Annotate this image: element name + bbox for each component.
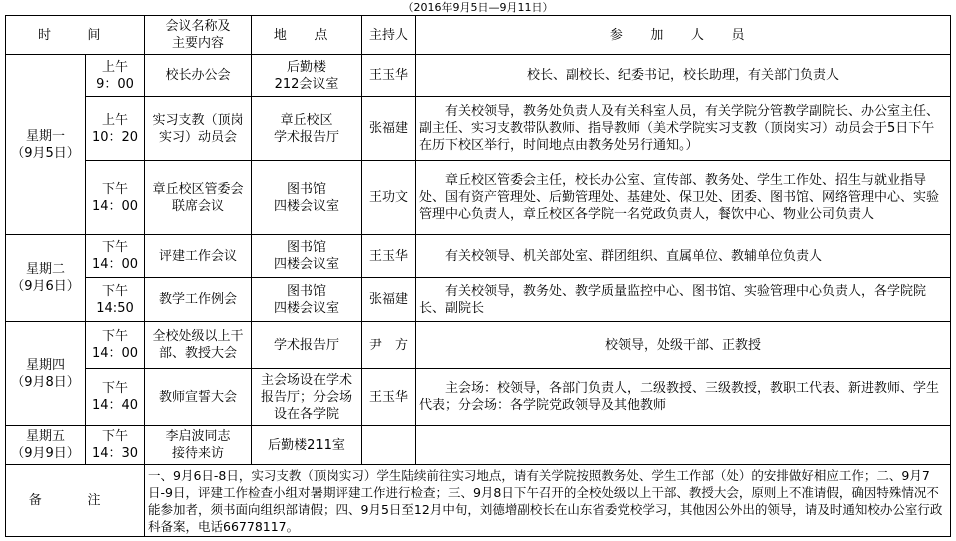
time-cell: 下午 14：00	[86, 161, 145, 235]
table-row	[6, 278, 951, 322]
remarks-text: 一、9月6日-8日，实习支教（顶岗实习）学生陆续前往实习地点，请有关学院按照教务处、学生工作部（处）的安排做好相应工作；二、9月7日-9日，评建工作检查小组对暑期评建工作进行检查；三、9月8日下午召开的全校处级以上干部、教授大会，原则上不准请假，确因特殊情况不能参加者，须书面向组织部请假；四、9月5日至12月中旬，刘德增副校长在山东省委党校学习，其他因公外出的领导，请及时通知校办公室行政科备案，电话66778117。	[145, 465, 951, 537]
meeting-cell: 实习支教（顶岗 实习）动员会	[145, 97, 252, 161]
date-range: （2016年9月5日—9月11日）	[402, 1, 554, 14]
host-cell: 王玉华	[362, 55, 416, 97]
day-cell-thu: 星期四 （9月8日）	[6, 322, 86, 426]
location-cell: 主会场设在学术 报告厅；分会场 设在各学院	[252, 369, 362, 426]
attendees-cell: 有关校领导，教务处负责人及有关科室人员，有关学院分管教学副院长、办公室主任、副主任、实习支教带队教师、指导教师（美术学院实习支教（顶岗实习）动员会于5日下午在历下校区举行，时间地点由教务处另行通知。）	[416, 97, 951, 161]
time-cell: 下午 14:50	[86, 278, 145, 322]
host-cell: 王功文	[362, 161, 416, 235]
day-cell-tue: 星期二 （9月6日）	[6, 235, 86, 322]
header-attendees: 参 加 人 员	[416, 16, 951, 55]
location-cell: 学术报告厅	[252, 322, 362, 369]
attendees-cell: 章丘校区管委会主任，校长办公室、宣传部、教务处、学生工作处、招生与就业指导处、国有资产管理处、后勤管理处、基建处、保卫处、团委、图书馆、网络管理中心、实验管理中心负责人，章丘校区各学院一名党政负责人，餐饮中心、物业公司负责人	[416, 161, 951, 235]
table-row	[6, 55, 951, 97]
table-row	[6, 235, 951, 278]
table-row	[6, 369, 951, 426]
table-row	[6, 97, 951, 161]
location-cell: 图书馆 四楼会议室	[252, 278, 362, 322]
location-cell: 后勤楼 212会议室	[252, 55, 362, 97]
time-cell: 下午 14：30	[86, 426, 145, 465]
time-cell: 下午 14：00	[86, 322, 145, 369]
host-cell: 张福建	[362, 97, 416, 161]
attendees-cell: 校领导，处级干部、正教授	[416, 322, 951, 369]
table-row	[6, 161, 951, 235]
day-cell-mon: 星期一 （9月5日）	[6, 55, 86, 235]
table-row	[6, 426, 951, 465]
meeting-cell: 全校处级以上干 部、教授大会	[145, 322, 252, 369]
meeting-cell: 李启波同志 接待来访	[145, 426, 252, 465]
attendees-cell: 有关校领导、机关部处室、群团组织、直属单位、教辅单位负责人	[416, 235, 951, 278]
header-time: 时 间	[6, 16, 145, 55]
meeting-cell: 校长办公会	[145, 55, 252, 97]
time-cell: 上午 10：20	[86, 97, 145, 161]
host-cell: 尹 方	[362, 322, 416, 369]
host-cell: 王玉华	[362, 369, 416, 426]
meeting-cell: 章丘校区管委会 联席会议	[145, 161, 252, 235]
time-cell: 上午 9：00	[86, 55, 145, 97]
attendees-cell	[416, 426, 951, 465]
meeting-cell: 教学工作例会	[145, 278, 252, 322]
host-cell	[362, 426, 416, 465]
attendees-cell: 有关校领导，教务处、教学质量监控中心、图书馆、实验管理中心负责人，各学院院长、副院长	[416, 278, 951, 322]
location-cell: 图书馆 四楼会议室	[252, 235, 362, 278]
location-cell: 章丘校区 学术报告厅	[252, 97, 362, 161]
day-cell-fri: 星期五 （9月9日）	[6, 426, 86, 465]
remarks-row	[6, 465, 951, 537]
header-host: 主持人	[362, 16, 416, 55]
location-cell: 图书馆 四楼会议室	[252, 161, 362, 235]
table-row	[6, 322, 951, 369]
header-meeting: 会议名称及 主要内容	[145, 16, 252, 55]
attendees-cell: 主会场：校领导，各部门负责人，二级教授、三级教授，教职工代表、新进教师、学生代表；分会场：各学院党政领导及其他教师	[416, 369, 951, 426]
attendees-cell: 校长、副校长、纪委书记，校长助理，有关部门负责人	[416, 55, 951, 97]
meeting-cell: 教师宣誓大会	[145, 369, 252, 426]
header-location: 地 点	[252, 16, 362, 55]
remarks-label: 备 注	[6, 465, 145, 537]
schedule-table	[5, 15, 951, 537]
time-cell: 下午 14：00	[86, 235, 145, 278]
location-cell: 后勤楼211室	[252, 426, 362, 465]
meeting-cell: 评建工作会议	[145, 235, 252, 278]
time-cell: 下午 14：40	[86, 369, 145, 426]
host-cell: 王玉华	[362, 235, 416, 278]
header-row	[6, 16, 951, 55]
host-cell: 张福建	[362, 278, 416, 322]
